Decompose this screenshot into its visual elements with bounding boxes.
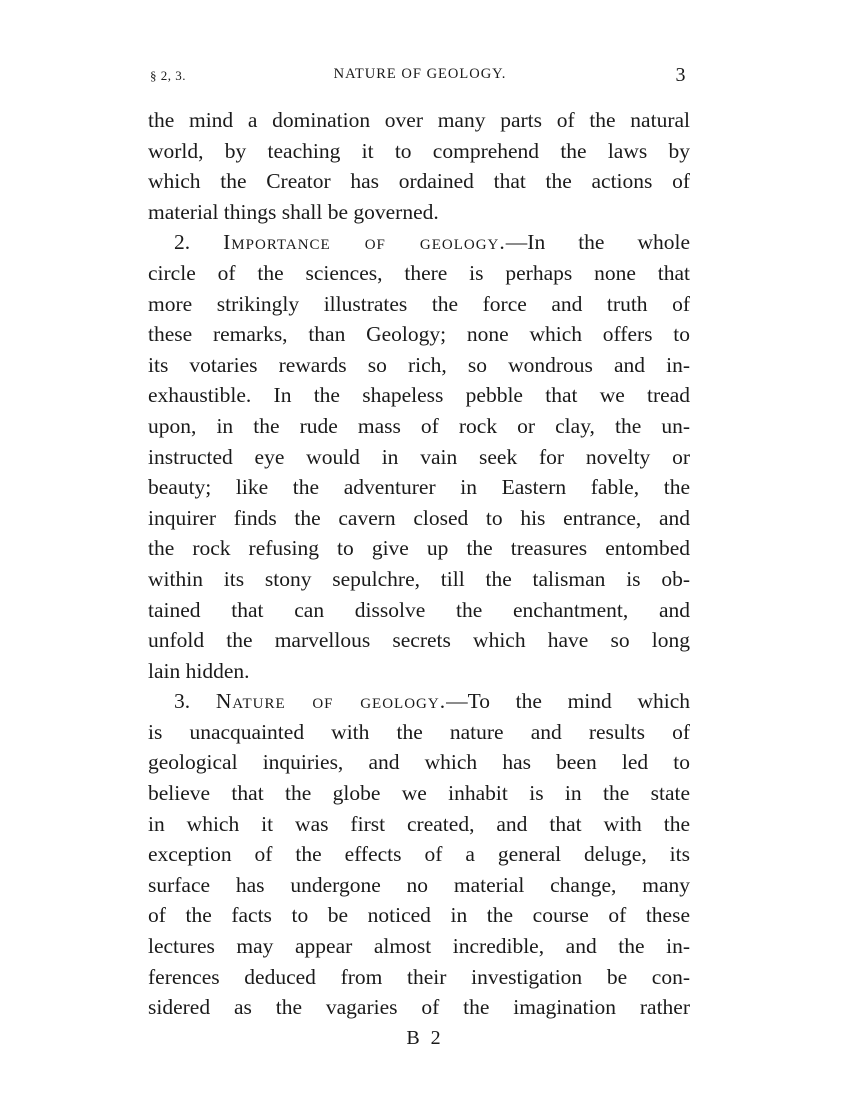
text-line: instructed eye would in vain seek for novelty or xyxy=(148,444,690,469)
text-line: beauty; like the adventurer in Eastern fable, the xyxy=(148,475,690,500)
body-text xyxy=(148,105,690,1023)
text-line: lectures may appear almost incredible, and the in- xyxy=(148,934,690,959)
text-line: circle of the sciences, there is perhaps none that xyxy=(148,260,690,285)
text-line: sidered as the vagaries of the imagination rather xyxy=(148,995,690,1020)
text-line: more strikingly illustrates the force and truth of xyxy=(148,291,690,316)
text-line: these remarks, than Geology; none which offers to xyxy=(148,322,690,347)
section-reference: § 2, 3. xyxy=(150,68,186,83)
paragraph-number: 3. xyxy=(174,689,216,714)
text-line: within its stony sepulchre, till the talisman is ob- xyxy=(148,566,690,591)
text-line: the mind a domination over many parts of the natural xyxy=(148,108,690,132)
text-line: unfold the marvellous secrets which have so long xyxy=(148,628,690,653)
text-line: the rock refusing to give up the treasures entombed xyxy=(148,536,690,561)
text-line: lain hidden. xyxy=(148,658,250,683)
paragraph-2-first-line xyxy=(148,227,690,258)
running-head xyxy=(150,64,690,88)
page-number: 3 xyxy=(675,64,686,86)
text-line: exhaustible. In the shapeless pebble that we tread xyxy=(148,383,690,408)
text-line: world, by teaching it to comprehend the laws by xyxy=(148,138,690,163)
section-heading-nature: Nature of geology. xyxy=(215,689,447,714)
text-fragment: —To the mind which xyxy=(446,689,690,714)
text-line: believe that the globe we inhabit is in the state xyxy=(148,781,690,806)
running-title: NATURE OF GEOLOGY. xyxy=(333,66,507,82)
text-line: geological inquiries, and which has been led to xyxy=(148,750,690,775)
paragraph-number: 2. xyxy=(174,230,224,255)
text-line: its votaries rewards so rich, so wondrous and in- xyxy=(148,352,690,377)
text-line: in which it was first created, and that with the xyxy=(148,811,690,836)
text-line: is unacquainted with the nature and results of xyxy=(148,719,690,744)
text-line: inquirer finds the cavern closed to his entrance, and xyxy=(148,505,690,530)
signature-mark: B 2 xyxy=(406,1027,444,1049)
text-line: which the Creator has ordained that the actions of xyxy=(148,169,690,194)
text-line: ferences deduced from their investigation be con- xyxy=(148,964,690,989)
paragraph-3-first-line xyxy=(148,686,690,717)
text-line: of the facts to be noticed in the course of these xyxy=(148,903,690,928)
text-line: tained that can dissolve the enchantment, and xyxy=(148,597,690,622)
text-line: material things shall be governed. xyxy=(148,199,439,224)
text-line: exception of the effects of a general deluge, its xyxy=(148,842,690,867)
text-line: upon, in the rude mass of rock or clay, the un- xyxy=(148,413,690,438)
text-fragment: —In the whole xyxy=(505,230,690,255)
text-line: surface has undergone no material change, many xyxy=(148,872,690,897)
section-heading-importance: Importance of geology. xyxy=(223,230,506,255)
